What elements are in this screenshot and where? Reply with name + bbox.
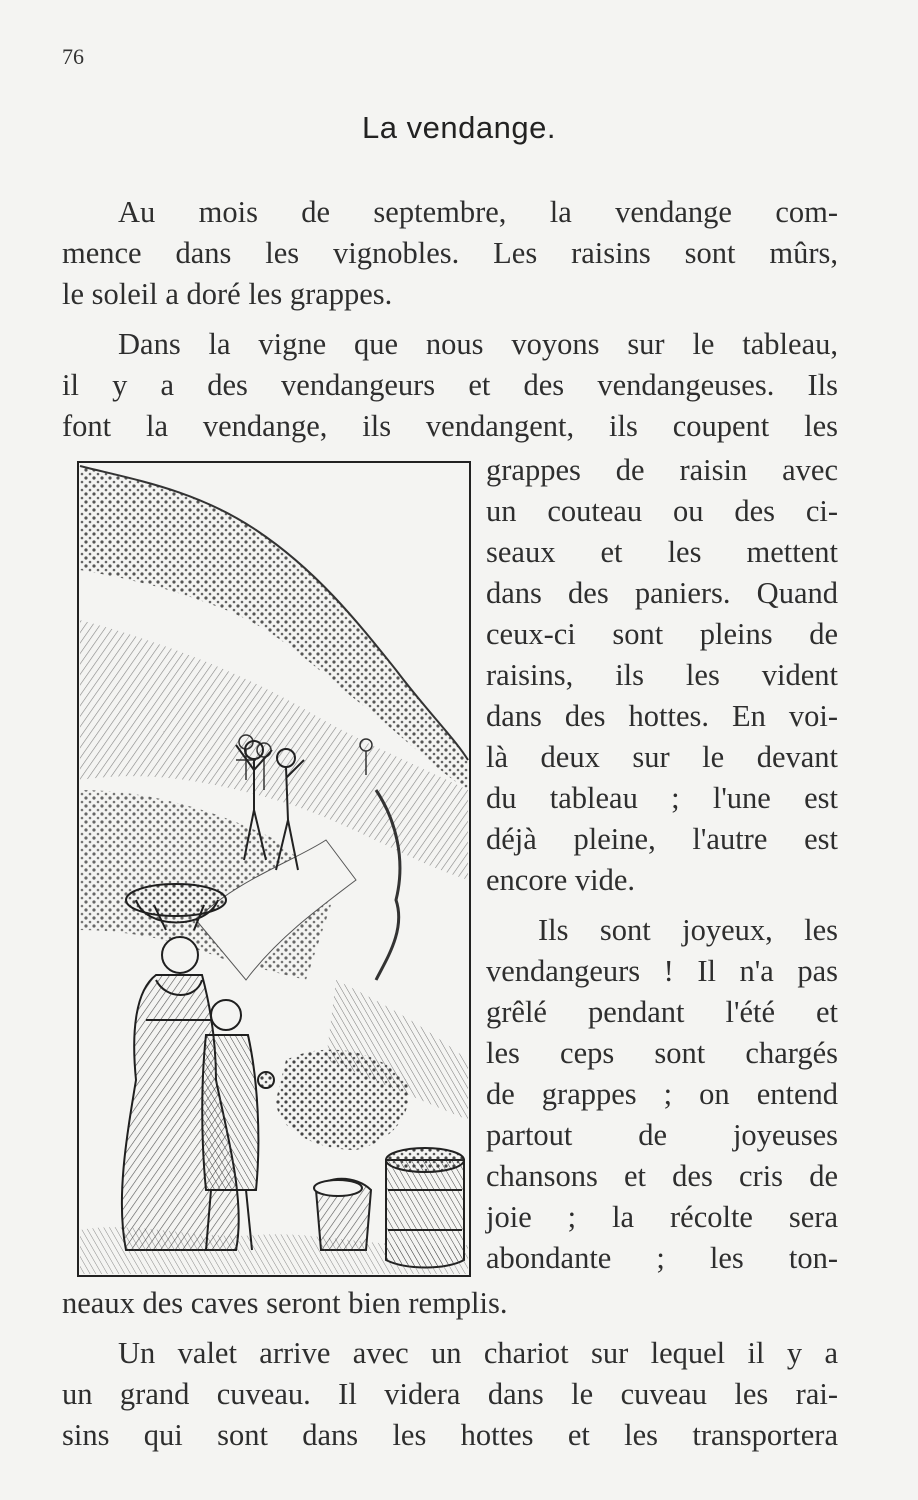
paragraph-3-line-8: joie ; la récolte sera bbox=[486, 1200, 838, 1234]
paragraph-2-line-9: raisins, ils les vident bbox=[486, 658, 838, 692]
paragraph-2-line-13: déjà pleine, l'autre est bbox=[486, 822, 838, 856]
paragraph-1-line-2: mence dans les vignobles. Les raisins sont mûrs, bbox=[62, 236, 838, 270]
harvest-illustration bbox=[76, 460, 472, 1278]
paragraph-4-line-3: sins qui sont dans les hottes et les transportera bbox=[62, 1418, 838, 1452]
paragraph-3-line-4: les ceps sont chargés bbox=[486, 1036, 838, 1070]
paragraph-3-line-5: de grappes ; on entend bbox=[486, 1077, 838, 1111]
paragraph-4-line-1: Un valet arrive avec un chariot sur lequel il y a bbox=[118, 1336, 838, 1370]
paragraph-3-line-10: neaux des caves seront bien remplis. bbox=[62, 1286, 508, 1320]
paragraph-2-line-3: font la vendange, ils vendangent, ils coupent les bbox=[62, 409, 838, 443]
harvest-engraving-image bbox=[76, 460, 472, 1278]
paragraph-2-line-2: il y a des vendangeurs et des vendangeuses. Ils bbox=[62, 368, 838, 402]
paragraph-1-line-3: le soleil a doré les grappes. bbox=[62, 277, 393, 311]
paragraph-2-line-4: grappes de raisin avec bbox=[486, 453, 838, 487]
paragraph-2-line-8: ceux-ci sont pleins de bbox=[486, 617, 838, 651]
paragraph-2-line-14: encore vide. bbox=[486, 863, 636, 897]
paragraph-3-line-6: partout de joyeuses bbox=[486, 1118, 838, 1152]
paragraph-4-line-2: un grand cuveau. Il videra dans le cuveau les rai- bbox=[62, 1377, 838, 1411]
paragraph-2-line-10: dans des hottes. En voi- bbox=[486, 699, 838, 733]
paragraph-2-line-1: Dans la vigne que nous voyons sur le tableau, bbox=[118, 327, 838, 361]
paragraph-2-line-6: seaux et les mettent bbox=[486, 535, 838, 569]
paragraph-3-line-1: Ils sont joyeux, les bbox=[538, 913, 838, 947]
paragraph-3-line-2: vendangeurs ! Il n'a pas bbox=[486, 954, 838, 988]
paragraph-1-line-1: Au mois de septembre, la vendange com- bbox=[118, 195, 838, 229]
paragraph-3-line-9: abondante ; les ton- bbox=[486, 1241, 838, 1275]
page-number: 76 bbox=[62, 44, 84, 69]
page-title: La vendange. bbox=[362, 110, 556, 145]
paragraph-2-line-7: dans des paniers. Quand bbox=[486, 576, 838, 610]
paragraph-2-line-5: un couteau ou des ci- bbox=[486, 494, 838, 528]
paragraph-2-line-11: là deux sur le devant bbox=[486, 740, 838, 774]
paragraph-2-line-12: du tableau ; l'une est bbox=[486, 781, 838, 815]
paragraph-3-line-3: grêlé pendant l'été et bbox=[486, 995, 838, 1029]
paragraph-3-line-7: chansons et des cris de bbox=[486, 1159, 838, 1193]
